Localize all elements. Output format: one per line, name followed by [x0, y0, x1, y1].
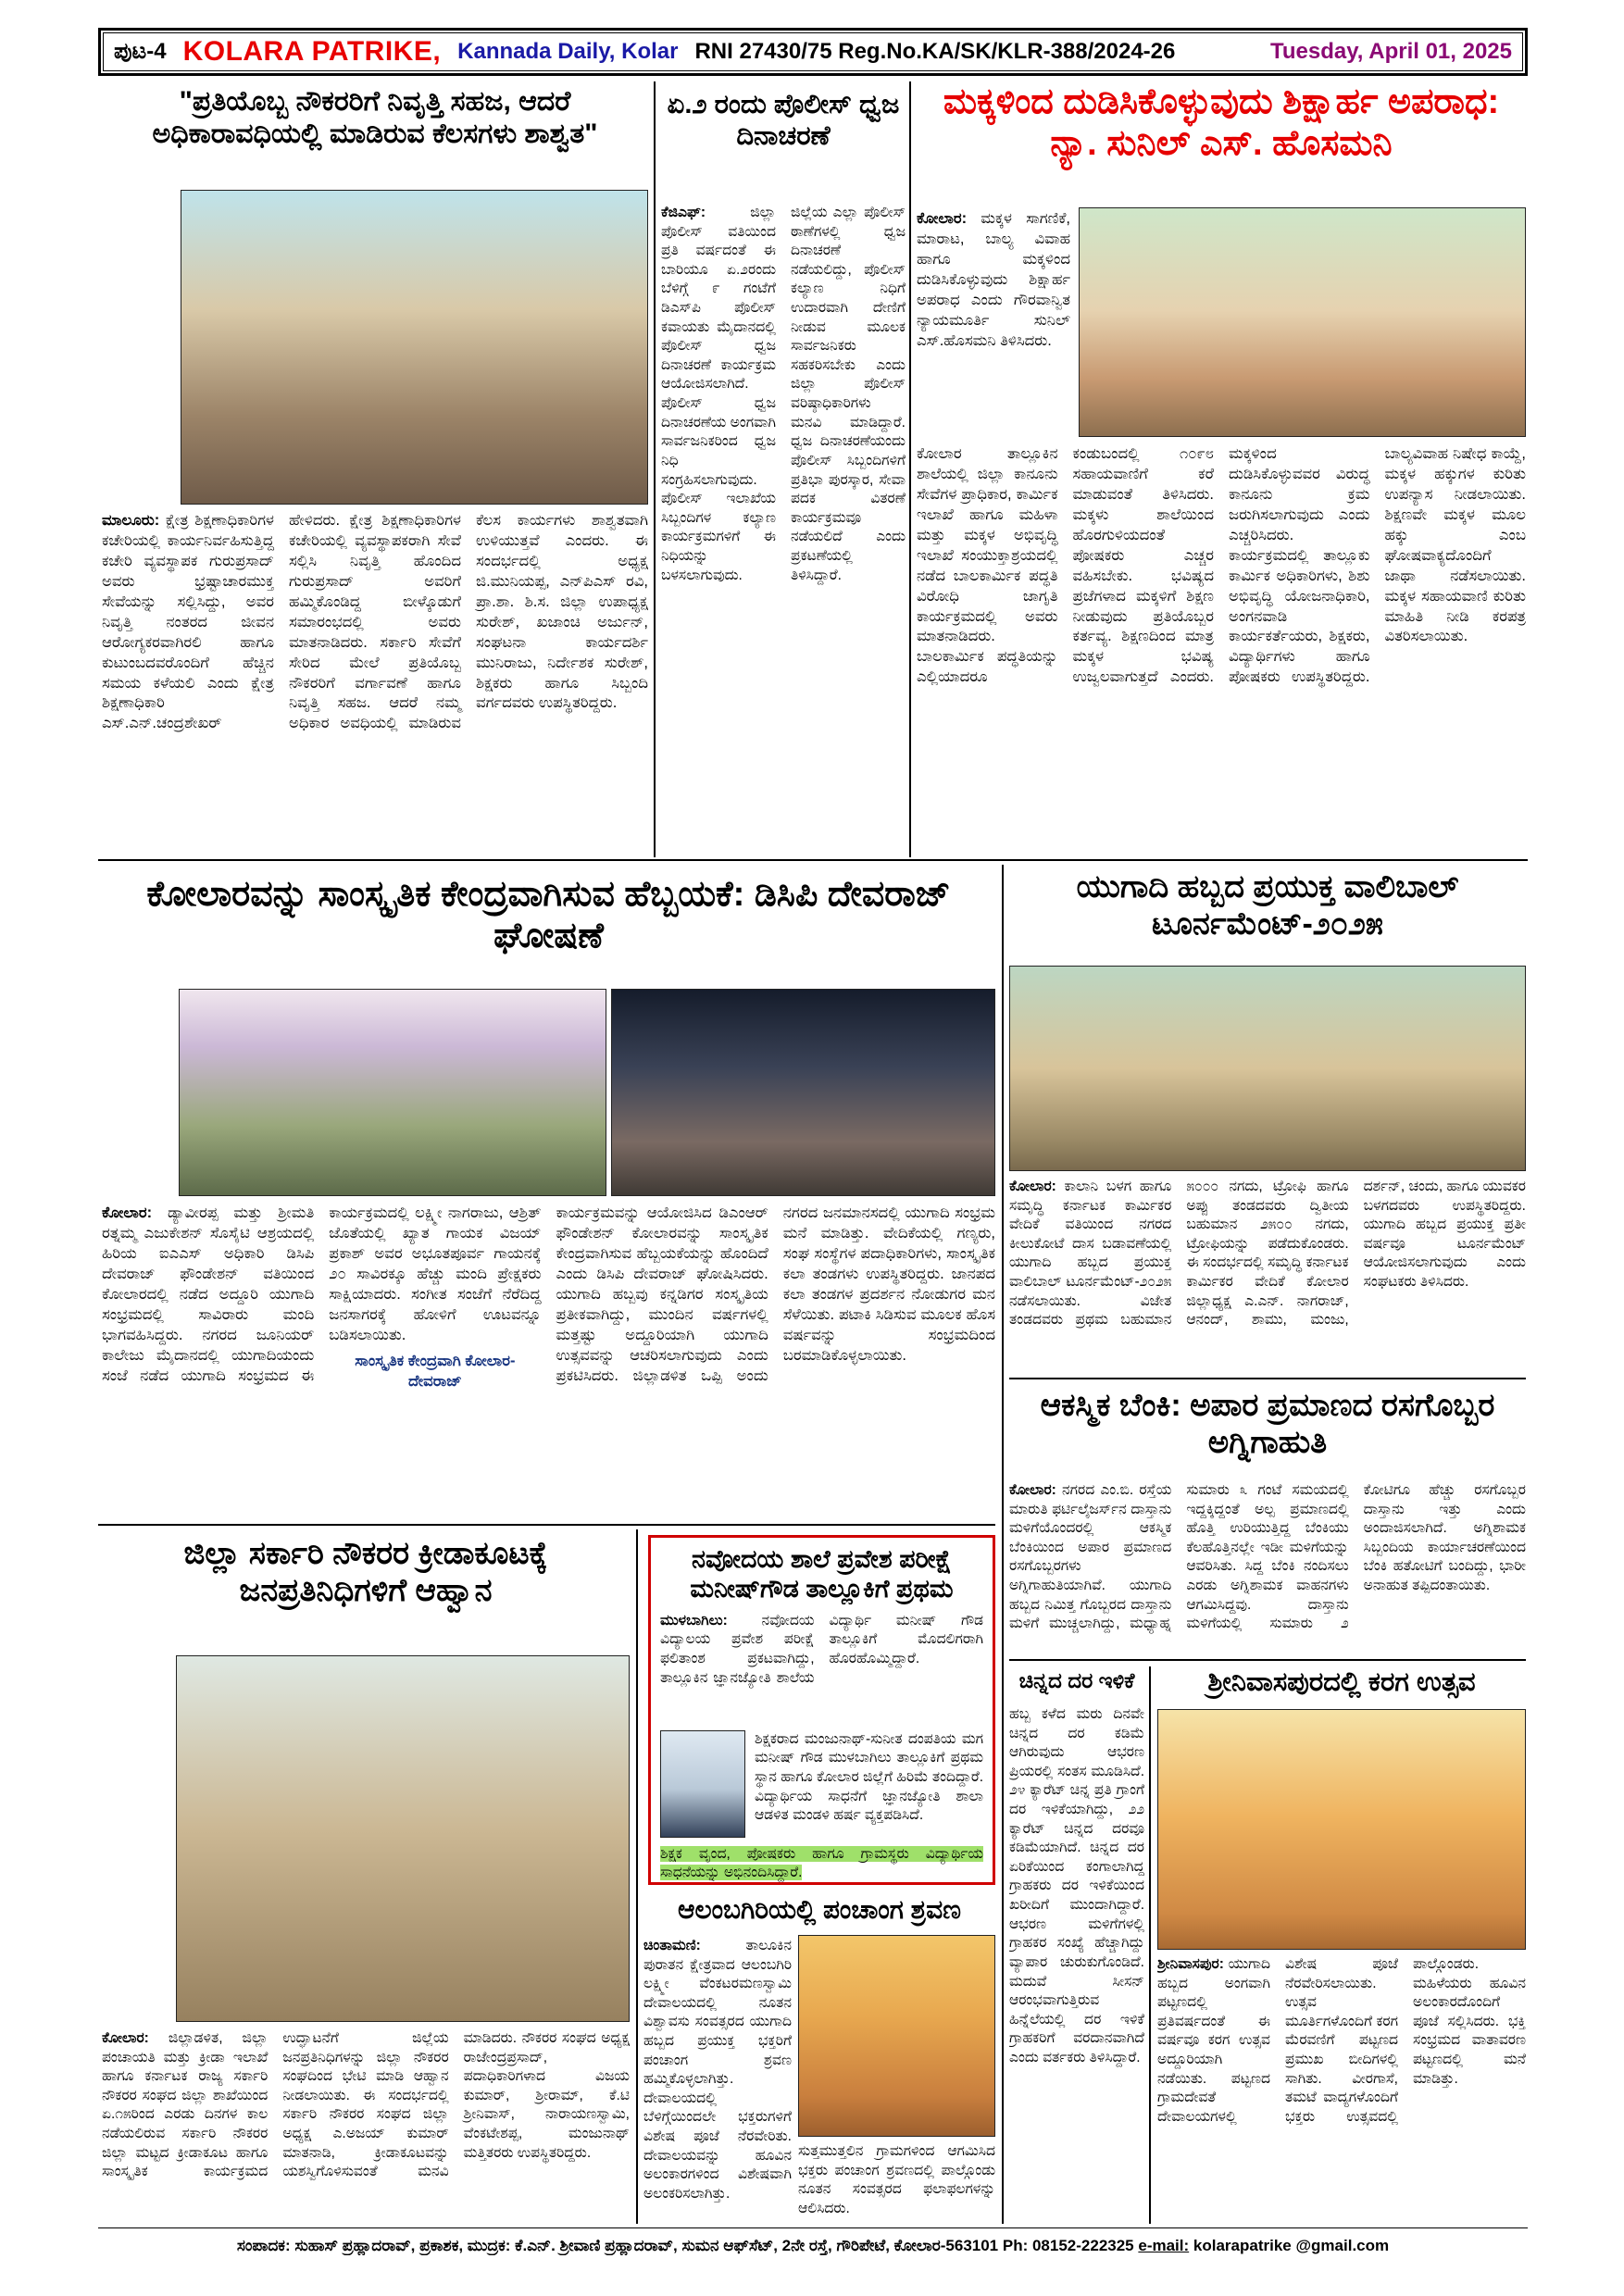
navodaya-headline: ನವೋದಯ ಶಾಲೆ ಪ್ರವೇಶ ಪರೀಕ್ಷೆ ಮನೀಷ್‌ಗೌಡ ತಾಲ್ಲೂಕಿಗೆ ಪ್ರಥಮ — [690, 1545, 954, 1603]
karaga-body: ಶ್ರೀನಿವಾಸಪುರ: ಯುಗಾದಿ ಹಬ್ಬದ ಅಂಗವಾಗಿ ಪಟ್ಟಣದಲ್ಲಿ ಪ್ರತಿವರ್ಷದಂತೆ ಈ ವರ್ಷವೂ ಕರಗ ಉತ್ಸವ ಅದ್ದೂರಿಯಾಗಿ ನಡೆಯಿತು. ಪಟ್ಟಣದ ಗ್ರಾಮದೇವತೆ ದೇವಾಲಯಗಳಲ್ಲಿ ವಿಶೇಷ ಪೂಜೆ ನೆರವೇರಿಸಲಾಯಿತು. ಉತ್ಸವ ಮೂರ್ತಿಗಳೊಂದಿಗೆ ಕರಗ ಮೆರವಣಿಗೆ ಪಟ್ಟಣದ ಪ್ರಮುಖ ಬೀದಿಗಳಲ್ಲಿ ಸಾಗಿತು. ವೀರಗಾಸೆ, ತಮಟೆ ವಾದ್ಯಗಳೊಂದಿಗೆ ಭಕ್ತರು ಉತ್ಸವದಲ್ಲಿ ಪಾಲ್ಗೊಂಡರು. ಮಹಿಳೆಯರು ಹೂವಿನ ಅಲಂಕಾರದೊಂದಿಗೆ ಪೂಜೆ ಸಲ್ಲಿಸಿದರು. ಭಕ್ತಿ ಸಂಭ್ರಮದ ವಾತಾವರಣ ಪಟ್ಟಣದಲ್ಲಿ ಮನೆ ಮಾಡಿತ್ತು. — [1157, 1956, 1526, 2125]
divider-vertical-4 — [1149, 1666, 1151, 2224]
volleyball-body: ಕೋಲಾರ: ಕಾಲಾನಿ ಬಳಗ ಹಾಗೂ ಸಮೃದ್ಧಿ ಕರ್ನಾಟಕ ಕಾರ್ಮಿಕರ ವೇದಿಕೆ ವತಿಯಿಂದ ನಗರದ ಕೀಲುಕೋಟೆ ದಾಸ ಬಡಾವಣೆಯಲ್ಲಿ ಯುಗಾದಿ ಹಬ್ಬದ ಪ್ರಯುಕ್ತ ವಾಲಿಬಾಲ್ ಟೂರ್ನಮೆಂಟ್-೨೦೨೫ ನಡೆಸಲಾಯಿತು. ವಿಜೇತ ತಂಡದವರು ಪ್ರಥಮ ಬಹುಮಾನ ೫೦೦೦ ನಗದು, ಟ್ರೋಫಿ ಹಾಗೂ ಅಪ್ಪು ತಂಡದವರು ದ್ವಿತೀಯ ಬಹುಮಾನ ೨೫೦೦ ನಗದು, ಟ್ರೋಫಿಯನ್ನು ಪಡೆದುಕೊಂಡರು. ಈ ಸಂದರ್ಭದಲ್ಲಿ ಸಮೃದ್ಧಿ ಕರ್ನಾಟಕ ಕಾರ್ಮಿಕರ ವೇದಿಕೆ ಕೋಲಾರ ಜಿಲ್ಲಾಧ್ಯಕ್ಷ ಎ.ಎನ್. ನಾಗರಾಜ್, ಆನಂದ್, ಶಾಮು, ಮಂಜು, ದರ್ಶನ್, ಚಂದು, ಹಾಗೂ ಯುವಕರ ಬಳಗದವರು ಉಪಸ್ಥಿತರಿದ್ದರು. ಯುಗಾದಿ ಹಬ್ಬದ ಪ್ರಯುಕ್ತ ಪ್ರತೀ ವರ್ಷವೂ ಟೂರ್ನಮೆಂಟ್ ಆಯೋಜಿಸಲಾಗುವುದು ಎಂದು ಸಂಘಟಕರು ತಿಳಿಸಿದರು. — [1009, 1179, 1526, 1329]
divider-horizontal-4 — [98, 1524, 995, 1526]
divider-vertical-2 — [909, 81, 911, 857]
retirement-dateline: ಮಾಲೂರು: — [102, 512, 160, 529]
divider-vertical-1 — [654, 81, 656, 857]
sportsmeet-headline: ಜಿಲ್ಲಾ ಸರ್ಕಾರಿ ನೌಕರರ ಕ್ರೀಡಾಕೂಟಕ್ಕೆ ಜನಪ್ರತಿನಿಧಿಗಳಿಗೆ ಆಹ್ವಾನ — [183, 1536, 548, 1609]
newspaper-tagline: Kannada Daily, Kolar — [457, 39, 679, 64]
retirement-group-photo — [181, 190, 648, 505]
cultural-subhead: ಸಾಂಸ್ಕೃತಿಕ ಕೇಂದ್ರವಾಗಿ ಕೋಲಾರ-ದೇವರಾಜ್ — [355, 1352, 516, 1390]
retirement-headline: "ಪ್ರತಿಯೊಬ್ಬ ನೌಕರರಿಗೆ ನಿವೃತ್ತಿ ಸಹಜ, ಆದರೆ ಅಧಿಕಾರಾವಧಿಯಲ್ಲಿ ಮಾಡಿರುವ ಕೆಲಸಗಳು ಶಾಶ್ವತ" — [152, 86, 598, 150]
sportsmeet-dateline: ಕೋಲಾರ: — [102, 2030, 149, 2046]
goldrate-headline: ಚಿನ್ನದ ದರ ಇಳಿಕೆ — [1018, 1668, 1135, 1692]
panchanga-headline: ಆಲಂಬಗಿರಿಯಲ್ಲಿ ಪಂಚಾಂಗ ಶ್ರವಣ — [677, 1895, 962, 1924]
cultural-dateline: ಕೋಲಾರ: — [102, 1204, 153, 1221]
page-number-label: ಪುಟ-4 — [114, 39, 167, 64]
fire-headline: ಆಕಸ್ಮಿಕ ಬೆಂಕಿ: ಅಪಾರ ಪ್ರಮಾಣದ ರಸಗೊಬ್ಬರ ಅಗ್ನಿಗಾಹುತಿ — [1040, 1388, 1495, 1461]
karaga-headline: ಶ್ರೀನಿವಾಸಪುರದಲ್ಲಿ ಕರಗ ಉತ್ಸವ — [1207, 1667, 1476, 1697]
email-address: kolarapatrike @gmail.com — [1193, 2237, 1390, 2254]
panchanga-body2: ಸುತ್ತಮುತ್ತಲಿನ ಗ್ರಾಮಗಳಿಂದ ಆಗಮಿಸಿದ ಭಕ್ತರು ಪಂಚಾಂಗ ಶ್ರವಣದಲ್ಲಿ ಪಾಲ್ಗೊಂಡು ನೂತನ ಸಂವತ್ಸರದ ಫಲಾಫಲಗಳನ್ನು ಆಲಿಸಿದರು. — [798, 2143, 995, 2216]
karaga-dateline: ಶ್ರೀನಿವಾಸಪುರ: — [1157, 1956, 1224, 1972]
navodaya-box — [648, 1535, 995, 1885]
fire-body: ಕೋಲಾರ: ನಗರದ ಎಂ.ಬಿ. ರಸ್ತೆಯ ಮಾರುತಿ ಫರ್ಟಿಲೈಜರ್ಸ್‌ನ ದಾಸ್ತಾನು ಮಳಿಗೆಯೊಂದರಲ್ಲಿ ಆಕಸ್ಮಿಕ ಬೆಂಕಿಯಿಂದ ಅಪಾರ ಪ್ರಮಾಣದ ರಸಗೊಬ್ಬರಗಳು ಅಗ್ನಿಗಾಹುತಿಯಾಗಿವೆ. ಯುಗಾದಿ ಹಬ್ಬದ ನಿಮಿತ್ತ ಗೊಬ್ಬರದ ದಾಸ್ತಾನು ಮಳಿಗೆ ಮುಚ್ಚಲಾಗಿದ್ದು, ಮಧ್ಯಾಹ್ನ ಸುಮಾರು ೩ ಗಂಟೆ ಸಮಯದಲ್ಲಿ ಇದ್ದಕ್ಕಿದ್ದಂತೆ ಅಲ್ಪ ಪ್ರಮಾಣದಲ್ಲಿ ಹೊತ್ತಿ ಉರಿಯುತ್ತಿದ್ದ ಬೆಂಕಿಯು ಕೆಲಹೊತ್ತಿನಲ್ಲೇ ಇಡೀ ಮಳಿಗೆಯನ್ನು ಆವರಿಸಿತು. ಸಿದ್ದ ಬೆಂಕಿ ನಂದಿಸಲು ಎರಡು ಅಗ್ನಿಶಾಮಕ ವಾಹನಗಳು ಆಗಮಿಸಿದ್ದವು. ದಾಸ್ತಾನು ಮಳಿಗೆಯಲ್ಲಿ ಸುಮಾರು ೨ ಕೋಟಿಗೂ ಹೆಚ್ಚು ರಸಗೊಬ್ಬರ ದಾಸ್ತಾನು ಇತ್ತು ಎಂದು ಅಂದಾಜಿಸಲಾಗಿದೆ. ಅಗ್ನಿಶಾಮಕ ಸಿಬ್ಬಂದಿಯ ಕಾರ್ಯಾಚರಣೆಯಿಂದ ಬೆಂಕಿ ಹತೋಟಿಗೆ ಬಂದಿದ್ದು, ಭಾರೀ ಅನಾಹುತ ತಪ್ಪಿದಂತಾಯಿತು. — [1009, 1482, 1526, 1632]
divider-horizontal-3 — [1009, 1659, 1526, 1661]
karaga-temple-photo — [1157, 1709, 1526, 1950]
childlabour-intro: ಕೋಲಾರ: ಮಕ್ಕಳ ಸಾಗಣಿಕೆ, ಮಾರಾಟ, ಬಾಲ್ಯ ವಿವಾಹ ಹಾಗೂ ಮಕ್ಕಳಿಂದ ದುಡಿಸಿಕೊಳ್ಳುವುದು ಶಿಕ್ಷಾರ್ಹ ಅಪರಾಧ ಎಂದು ಗೌರವಾನ್ವಿತ ನ್ಯಾಯಮೂರ್ತಿ ಸುನಿಲ್ ಎಸ್.ಹೊಸಮನಿ ತಿಳಿಸಿದರು. — [917, 210, 1070, 349]
sportsmeet-invitation-photo — [176, 1655, 630, 2022]
divider-horizontal-1 — [98, 859, 1528, 861]
navodaya-intro: ಮುಳಬಾಗಿಲು: ನವೋದಯ ವಿದ್ಯಾಲಯ ಪ್ರವೇಶ ಪರೀಕ್ಷೆ ಫಲಿತಾಂಶ ಪ್ರಕಟವಾಗಿದ್ದು, ತಾಲ್ಲೂಕಿನ ಜ್ಞಾನಜ್ಯೋತಿ ಶಾಲೆಯ ವಿದ್ಯಾರ್ಥಿ ಮನೀಷ್ ಗೌಡ ತಾಲ್ಲೂಕಿಗೆ ಮೊದಲಿಗರಾಗಿ ಹೊರಹೊಮ್ಮಿದ್ದಾರೆ. — [660, 1612, 983, 1686]
goldrate-body: ಹಬ್ಬ ಕಳೆದ ಮರು ದಿನವೇ ಚಿನ್ನದ ದರ ಕಡಿಮೆ ಆಗಿರುವುದು ಆಭರಣ ಪ್ರಿಯರಲ್ಲಿ ಸಂತಸ ಮೂಡಿಸಿದೆ. ೨೪ ಕ್ಯಾರೆಟ್ ಚಿನ್ನ ಪ್ರತಿ ಗ್ರಾಂಗೆ ದರ ಇಳಿಕೆಯಾಗಿದ್ದು, ೨೨ ಕ್ಯಾರೆಟ್ ಚಿನ್ನದ ದರವೂ ಕಡಿಮೆಯಾಗಿದೆ. ಚಿನ್ನದ ದರ ಏರಿಕೆಯಿಂದ ಕಂಗಾಲಾಗಿದ್ದ ಗ್ರಾಹಕರು ದರ ಇಳಿಕೆಯಿಂದ ಖರೀದಿಗೆ ಮುಂದಾಗಿದ್ದಾರೆ. ಆಭರಣ ಮಳಿಗೆಗಳಲ್ಲಿ ಗ್ರಾಹಕರ ಸಂಖ್ಯೆ ಹೆಚ್ಚಾಗಿದ್ದು ವ್ಯಾಪಾರ ಚುರುಕುಗೊಂಡಿದೆ. ಮದುವೆ ಸೀಸನ್ ಆರಂಭವಾಗುತ್ತಿರುವ ಹಿನ್ನೆಲೆಯಲ್ಲಿ ದರ ಇಳಿಕೆ ಗ್ರಾಹಕರಿಗೆ ವರದಾನವಾಗಿದೆ ಎಂದು ವರ್ತಕರು ತಿಳಿಸಿದ್ದಾರೆ. — [1009, 1706, 1144, 2065]
cultural-crowd-photo — [611, 989, 995, 1196]
fire-dateline: ಕೋಲಾರ: — [1009, 1482, 1056, 1498]
panchanga-dateline: ಚಿಂತಾಮಣಿ: — [643, 1938, 701, 1953]
footer-rule — [98, 2227, 1528, 2228]
flagday-dateline: ಕೆಜಿಎಫ್: — [661, 205, 706, 220]
volleyball-headline: ಯುಗಾದಿ ಹಬ್ಬದ ಪ್ರಯುಕ್ತ ವಾಲಿಬಾಲ್ ಟೂರ್ನಮೆಂಟ್-೨೦೨೫ — [1076, 869, 1459, 942]
panchanga-temple-photo — [798, 1935, 995, 2137]
cultural-headline: ಕೋಲಾರವನ್ನು ಸಾಂಸ್ಕೃತಿಕ ಕೇಂದ್ರವಾಗಿಸುವ ಹೆಬ್ಬಯಕೆ: ಡಿಸಿಪಿ ದೇವರಾಜ್ ಘೋಷಣೆ — [146, 875, 951, 955]
volleyball-dateline: ಕೋಲಾರ: — [1009, 1179, 1056, 1194]
issue-date: Tuesday, April 01, 2025 — [1269, 39, 1512, 64]
navodaya-highlight-text: ಶಿಕ್ಷಕ ವೃಂದ, ಪೋಷಕರು ಹಾಗೂ ಗ್ರಾಮಸ್ಥರು ವಿದ್ಯಾರ್ಥಿಯ ಸಾಧನೆಯನ್ನು ಅಭಿನಂದಿಸಿದ್ದಾರೆ. — [660, 1845, 983, 1881]
rni-registration: RNI 27430/75 Reg.No.KA/SK/KLR-388/2024-26 — [694, 39, 1176, 64]
flagday-headline: ಏ.೨ ರಂದು ಪೊಲೀಸ್ ಧ್ವಜ ದಿನಾಚರಣೆ — [667, 90, 900, 152]
retirement-body: ಮಾಲೂರು: ಕ್ಷೇತ್ರ ಶಿಕ್ಷಣಾಧಿಕಾರಿಗಳ ಕಚೇರಿಯಲ್ಲಿ ಕಾರ್ಯನಿರ್ವಹಿಸುತ್ತಿದ್ದ ಕಚೇರಿ ವ್ಯವಸ್ಥಾಪಕ ಗುರುಪ್ರಸಾದ್ ಅವರು ಭ್ರಷ್ಟಾಚಾರಮುಕ್ತ ಸೇವೆಯನ್ನು ಸಲ್ಲಿಸಿದ್ದು, ಅವರ ನಿವೃತ್ತಿ ನಂತರದ ಜೀವನ ಆರೋಗ್ಯಕರವಾಗಿರಲಿ ಹಾಗೂ ಕುಟುಂಬದವರೊಂದಿಗೆ ಹೆಚ್ಚಿನ ಸಮಯ ಕಳೆಯಲಿ ಎಂದು ಕ್ಷೇತ್ರ ಶಿಕ್ಷಣಾಧಿಕಾರಿ ಎಸ್.ಎನ್.ಚಂದ್ರಶೇಖರ್ ಹೇಳಿದರು. ಕ್ಷೇತ್ರ ಶಿಕ್ಷಣಾಧಿಕಾರಿಗಳ ಕಚೇರಿಯಲ್ಲಿ ವ್ಯವಸ್ಥಾಪಕರಾಗಿ ಸೇವೆ ಸಲ್ಲಿಸಿ ನಿವೃತ್ತಿ ಹೊಂದಿದ ಗುರುಪ್ರಸಾದ್ ಅವರಿಗೆ ಹಮ್ಮಿಕೊಂಡಿದ್ದ ಬೀಳ್ಕೊಡುಗೆ ಸಮಾರಂಭದಲ್ಲಿ ಅವರು ಮಾತನಾಡಿದರು. ಸರ್ಕಾರಿ ಸೇವೆಗೆ ಸೇರಿದ ಮೇಲೆ ಪ್ರತಿಯೊಬ್ಬ ನೌಕರರಿಗೆ ವರ್ಗಾವಣೆ ಹಾಗೂ ನಿವೃತ್ತಿ ಸಹಜ. ಆದರೆ ನಮ್ಮ ಅಧಿಕಾರ ಅವಧಿಯಲ್ಲಿ ಮಾಡಿರುವ ಕೆಲಸ ಕಾರ್ಯಗಳು ಶಾಶ್ವತವಾಗಿ ಉಳಿಯುತ್ತವೆ ಎಂದರು. ಈ ಸಂದರ್ಭದಲ್ಲಿ ಅಧ್ಯಕ್ಷ ಜಿ.ಮುನಿಯಪ್ಪ, ಎನ್‌ಪಿಎಸ್ ರವಿ, ಪ್ರಾ.ಶಾ. ಶಿ.ಸ. ಜಿಲ್ಲಾ ಉಪಾಧ್ಯಕ್ಷ ಸುರೇಶ್, ಖಜಾಂಚಿ ಅರ್ಜುನ್, ಸಂಘಟನಾ ಕಾರ್ಯದರ್ಶಿ ಮುನಿರಾಜು, ನಿರ್ದೇಶಕ ಸುರೇಶ್, ಶಿಕ್ಷಕರು ಹಾಗೂ ಸಿಬ್ಬಂದಿ ವರ್ಗದವರು ಉಪಸ್ಥಿತರಿದ್ದರು. — [102, 512, 648, 732]
divider-vertical-3 — [1002, 865, 1004, 2224]
cultural-body: ಕೋಲಾರ: ಡ್ಯಾವೀರಪ್ಪ ಮತ್ತು ಶ್ರೀಮತಿ ರತ್ನಮ್ಮ ಎಜುಕೇಶನ್ ಸೊಸೈಟಿ ಆಶ್ರಯದಲ್ಲಿ ಹಿರಿಯ ಐಎಎಸ್ ಅಧಿಕಾರಿ ಡಿಸಿಪಿ ದೇವರಾಜ್ ಫೌಂಡೇಶನ್ ವತಿಯಿಂದ ಕೋಲಾರದಲ್ಲಿ ನಡೆದ ಅದ್ದೂರಿ ಯುಗಾದಿ ಸಂಭ್ರಮದಲ್ಲಿ ಸಾವಿರಾರು ಮಂದಿ ಭಾಗವಹಿಸಿದ್ದರು. ನಗರದ ಜೂನಿಯರ್ ಕಾಲೇಜು ಮೈದಾನದಲ್ಲಿ ಯುಗಾದಿಯಂದು ಸಂಜೆ ನಡೆದ ಯುಗಾದಿ ಸಂಭ್ರಮದ ಈ ಕಾರ್ಯಕ್ರಮದಲ್ಲಿ ಲಕ್ಷ್ಮೀ ನಾಗರಾಜು, ಆಶ್ರಿತ್ ಜೊತೆಯಲ್ಲಿ ಖ್ಯಾತ ಗಾಯಕ ವಿಜಯ್ ಪ್ರಕಾಶ್ ಅವರ ಅಭೂತಪೂರ್ವ ಗಾಯನಕ್ಕೆ ೨೦ ಸಾವಿರಕ್ಕೂ ಹೆಚ್ಚು ಮಂದಿ ಪ್ರೇಕ್ಷಕರು ಸಾಕ್ಷಿಯಾದರು. ಸಂಗೀತ ಸಂಜೆಗೆ ನೆರೆದಿದ್ದ ಜನಸಾಗರಕ್ಕೆ ಹೋಳಿಗೆ ಊಟವನ್ನೂ ಬಡಿಸಲಾಯಿತು. ಸಾಂಸ್ಕೃತಿಕ ಕೇಂದ್ರವಾಗಿ ಕೋಲಾರ-ದೇವರಾಜ್ ಕಾರ್ಯಕ್ರಮವನ್ನು ಆಯೋಜಿಸಿದ ಡಿಎಂಆರ್ ಫೌಂಡೇಶನ್ ಕೋಲಾರವನ್ನು ಸಾಂಸ್ಕೃತಿಕ ಕೇಂದ್ರವಾಗಿಸುವ ಹೆಬ್ಬಯಕೆಯನ್ನು ಹೊಂದಿದೆ ಎಂದು ಡಿಸಿಪಿ ದೇವರಾಜ್ ಘೋಷಿಸಿದರು. ಯುಗಾದಿ ಹಬ್ಬವು ಕನ್ನಡಿಗರ ಸಂಸ್ಕೃತಿಯ ಪ್ರತೀಕವಾಗಿದ್ದು, ಮುಂದಿನ ವರ್ಷಗಳಲ್ಲಿ ಮತ್ತಷ್ಟು ಅದ್ದೂರಿಯಾಗಿ ಯುಗಾದಿ ಉತ್ಸವವನ್ನು ಆಚರಿಸಲಾಗುವುದು ಎಂದು ಪ್ರಕಟಿಸಿದರು. ಜಿಲ್ಲಾಡಳಿತ ಒಪ್ಪಿ ಅಂದು ನಗರದ ಜನಮಾನಸದಲ್ಲಿ ಯುಗಾದಿ ಸಂಭ್ರಮ ಮನೆ ಮಾಡಿತ್ತು. ವೇದಿಕೆಯಲ್ಲಿ ಗಣ್ಯರು, ಸಂಘ ಸಂಸ್ಥೆಗಳ ಪದಾಧಿಕಾರಿಗಳು, ಸಾಂಸ್ಕೃತಿಕ ಕಲಾ ತಂಡಗಳು ಉಪಸ್ಥಿತರಿದ್ದರು. ಜಾನಪದ ಕಲಾ ತಂಡಗಳ ಪ್ರದರ್ಶನ ನೋಡುಗರ ಮನ ಸೆಳೆಯಿತು. ಪಟಾಕಿ ಸಿಡಿಸುವ ಮೂಲಕ ಹೊಸ ವರ್ಷವನ್ನು ಸಂಭ್ರಮದಿಂದ ಬರಮಾಡಿಕೊಳ್ಳಲಾಯಿತು. — [102, 1204, 995, 1516]
panchanga-body: ಚಿಂತಾಮಣಿ: ತಾಲೂಕಿನ ಪುರಾತನ ಕ್ಷೇತ್ರವಾದ ಆಲಂಬಗಿರಿ ಲಕ್ಷ್ಮೀ ವೆಂಕಟರಮಣಸ್ವಾಮಿ ದೇವಾಲಯದಲ್ಲಿ ನೂತನ ವಿಶ್ವಾವಸು ಸಂವತ್ಸರದ ಯುಗಾದಿ ಹಬ್ಬದ ಪ್ರಯುಕ್ತ ಭಕ್ತರಿಗೆ ಪಂಚಾಂಗ ಶ್ರವಣ ಹಮ್ಮಿಕೊಳ್ಳಲಾಗಿತ್ತು. ದೇವಾಲಯದಲ್ಲಿ ಬೆಳಿಗ್ಗೆಯಿಂದಲೇ ಭಕ್ತರುಗಳಿಗೆ ವಿಶೇಷ ಪೂಜೆ ನೆರವೇರಿತು. ದೇವಾಲಯವನ್ನು ಹೂವಿನ ಅಲಂಕಾರಗಳಿಂದ ವಿಶೇಷವಾಗಿ ಅಲಂಕರಿಸಲಾಗಿತ್ತು. — [643, 1938, 792, 2202]
masthead — [98, 28, 1528, 76]
divider-vertical-5 — [636, 1529, 638, 2224]
childlabour-dateline: ಕೋಲಾರ: — [917, 210, 968, 227]
newspaper-brand: KOLARA PATRIKE, — [182, 36, 442, 67]
navodaya-student-photo — [660, 1730, 745, 1838]
cultural-stage-photo — [179, 989, 606, 1196]
sportsmeet-body: ಕೋಲಾರ: ಜಿಲ್ಲಾಡಳಿತ, ಜಿಲ್ಲಾ ಪಂಚಾಯತಿ ಮತ್ತು ಕ್ರೀಡಾ ಇಲಾಖೆ ಹಾಗೂ ಕರ್ನಾಟಕ ರಾಜ್ಯ ಸರ್ಕಾರಿ ನೌಕರರ ಸಂಘದ ಜಿಲ್ಲಾ ಶಾಖೆಯಿಂದ ಏ.೧೫ರಿಂದ ಎರಡು ದಿನಗಳ ಕಾಲ ನಡೆಯಲಿರುವ ಸರ್ಕಾರಿ ನೌಕರರ ಜಿಲ್ಲಾ ಮಟ್ಟದ ಕ್ರೀಡಾಕೂಟ ಹಾಗೂ ಸಾಂಸ್ಕೃತಿಕ ಕಾರ್ಯಕ್ರಮದ ಉದ್ಘಾಟನೆಗೆ ಜಿಲ್ಲೆಯ ಜನಪ್ರತಿನಿಧಿಗಳನ್ನು ಜಿಲ್ಲಾ ನೌಕರರ ಸಂಘದಿಂದ ಭೇಟಿ ಮಾಡಿ ಆಹ್ವಾನ ನೀಡಲಾಯಿತು. ಈ ಸಂದರ್ಭದಲ್ಲಿ ಸರ್ಕಾರಿ ನೌಕರರ ಸಂಘದ ಜಿಲ್ಲಾ ಅಧ್ಯಕ್ಷ ಎ.ಅಜಯ್ ಕುಮಾರ್ ಮಾತನಾಡಿ, ಕ್ರೀಡಾಕೂಟವನ್ನು ಯಶಸ್ವಿಗೊಳಿಸುವಂತೆ ಮನವಿ ಮಾಡಿದರು. ನೌಕರರ ಸಂಘದ ಅಧ್ಯಕ್ಷ ರಾಜೇಂದ್ರಪ್ರಸಾದ್, ಪದಾಧಿಕಾರಿಗಳಾದ ವಿಜಯ ಕುಮಾರ್, ಶ್ರೀರಾಮ್, ಕೆ.ಟಿ ಶ್ರೀನಿವಾಸ್, ನಾರಾಯಣಸ್ವಾಮಿ, ವೆಂಕಟೇಶಪ್ಪ, ಮಂಜುನಾಥ್ ಮತ್ತಿತರರು ಉಪಸ್ಥಿತರಿದ್ದರು. — [102, 2030, 630, 2180]
divider-horizontal-2 — [1009, 1378, 1526, 1379]
flagday-body: ಕೆಜಿಎಫ್: ಜಿಲ್ಲಾ ಪೊಲೀಸ್ ವತಿಯಿಂದ ಪ್ರತಿ ವರ್ಷದಂತೆ ಈ ಬಾರಿಯೂ ಏ.೨ರಂದು ಬೆಳಿಗ್ಗೆ ೯ ಗಂಟೆಗೆ ಡಿಎಸ್‌ಪಿ ಪೊಲೀಸ್ ಕವಾಯತು ಮೈದಾನದಲ್ಲಿ ಪೊಲೀಸ್ ಧ್ವಜ ದಿನಾಚರಣೆ ಕಾರ್ಯಕ್ರಮ ಆಯೋಜಿಸಲಾಗಿದೆ. ಪೊಲೀಸ್ ಧ್ವಜ ದಿನಾಚರಣೆಯ ಅಂಗವಾಗಿ ಸಾರ್ವಜನಿಕರಿಂದ ಧ್ವಜ ನಿಧಿ ಸಂಗ್ರಹಿಸಲಾಗುವುದು. ಪೊಲೀಸ್ ಇಲಾಖೆಯ ಸಿಬ್ಬಂದಿಗಳ ಕಲ್ಯಾಣ ಕಾರ್ಯಕ್ರಮಗಳಿಗೆ ಈ ನಿಧಿಯನ್ನು ಬಳಸಲಾಗುವುದು. ಜಿಲ್ಲೆಯ ಎಲ್ಲಾ ಪೊಲೀಸ್ ಠಾಣೆಗಳಲ್ಲಿ ಧ್ವಜ ದಿನಾಚರಣೆ ನಡೆಯಲಿದ್ದು, ಪೊಲೀಸ್ ಕಲ್ಯಾಣ ನಿಧಿಗೆ ಉದಾರವಾಗಿ ದೇಣಿಗೆ ನೀಡುವ ಮೂಲಕ ಸಾರ್ವಜನಿಕರು ಸಹಕರಿಸಬೇಕು ಎಂದು ಜಿಲ್ಲಾ ಪೊಲೀಸ್ ವರಿಷ್ಠಾಧಿಕಾರಿಗಳು ಮನವಿ ಮಾಡಿದ್ದಾರೆ. ಧ್ವಜ ದಿನಾಚರಣೆಯಂದು ಪೊಲೀಸ್ ಸಿಬ್ಬಂದಿಗಳಿಗೆ ಪ್ರತಿಭಾ ಪುರಸ್ಕಾರ, ಸೇವಾ ಪದಕ ವಿತರಣೆ ಕಾರ್ಯಕ್ರಮವೂ ನಡೆಯಲಿದೆ ಎಂದು ಪ್ರಕಟಣೆಯಲ್ಲಿ ತಿಳಿಸಿದ್ದಾರೆ. — [661, 205, 906, 583]
childlabour-headline: ಮಕ್ಕಳಿಂದ ದುಡಿಸಿಕೊಳ್ಳುವುದು ಶಿಕ್ಷಾರ್ಹ ಅಪರಾಧ: ನ್ಯಾ. ಸುನಿಲ್ ಎಸ್. ಹೊಸಮನಿ — [943, 82, 1500, 163]
navodaya-body: ಶಿಕ್ಷಕರಾದ ಮಂಜುನಾಥ್-ಸುನೀತ ದಂಪತಿಯ ಮಗ ಮನೀಷ್ ಗೌಡ ಮುಳಬಾಗಿಲು ತಾಲ್ಲೂಕಿಗೆ ಪ್ರಥಮ ಸ್ಥಾನ ಹಾಗೂ ಕೋಲಾರ ಜಿಲ್ಲೆಗೆ ಹಿರಿಮೆ ತಂದಿದ್ದಾರೆ. ವಿದ್ಯಾರ್ಥಿಯ ಸಾಧನೆಗೆ ಜ್ಞಾನಜ್ಯೋತಿ ಶಾಲಾ ಆಡಳಿತ ಮಂಡಳಿ ಹರ್ಷ ವ್ಯಕ್ತಪಡಿಸಿದೆ. — [755, 1730, 983, 1824]
email-label: e-mail: — [1138, 2237, 1190, 2254]
footer: ಸಂಪಾದಕ: ಸುಹಾಸ್ ಪ್ರಹ್ಲಾದರಾವ್, ಪ್ರಕಾಶಕ, ಮುದ್ರಕ: ಕೆ.ಎನ್. ಶ್ರೀವಾಣಿ ಪ್ರಹ್ಲಾದರಾವ್, ಸುಮನ ಆಫ್‌ಸೆಟ್, 2ನೇ ರಸ್ತೆ, ಗೌರಿಪೇಟೆ, ಕೋಲಾರ-563101 Ph: 08152-222325 e-mail: kolarapatrike @gmail.com — [236, 2237, 1390, 2254]
childlabour-event-photo — [1079, 207, 1526, 437]
navodaya-dateline: ಮುಳಬಾಗಿಲು: — [660, 1612, 728, 1628]
childlabour-body: ಕೋಲಾರ ತಾಲ್ಲೂಕಿನ ಶಾಲೆಯಲ್ಲಿ ಜಿಲ್ಲಾ ಕಾನೂನು ಸೇವೆಗಳ ಪ್ರಾಧಿಕಾರ, ಕಾರ್ಮಿಕ ಇಲಾಖೆ ಹಾಗೂ ಮಹಿಳಾ ಮತ್ತು ಮಕ್ಕಳ ಅಭಿವೃದ್ಧಿ ಇಲಾಖೆ ಸಂಯುಕ್ತಾಶ್ರಯದಲ್ಲಿ ನಡೆದ ಬಾಲಕಾರ್ಮಿಕ ಪದ್ಧತಿ ವಿರೋಧಿ ಜಾಗೃತಿ ಕಾರ್ಯಕ್ರಮದಲ್ಲಿ ಅವರು ಮಾತನಾಡಿದರು. ಬಾಲಕಾರ್ಮಿಕ ಪದ್ಧತಿಯನ್ನು ಎಲ್ಲಿಯಾದರೂ ಕಂಡುಬಂದಲ್ಲಿ ೧೦೯೮ ಸಹಾಯವಾಣಿಗೆ ಕರೆ ಮಾಡುವಂತೆ ತಿಳಿಸಿದರು. ಮಕ್ಕಳು ಶಾಲೆಯಿಂದ ಹೊರಗುಳಿಯದಂತೆ ಪೋಷಕರು ಎಚ್ಚರ ವಹಿಸಬೇಕು. ಭವಿಷ್ಯದ ಪ್ರಜೆಗಳಾದ ಮಕ್ಕಳಿಗೆ ಶಿಕ್ಷಣ ನೀಡುವುದು ಪ್ರತಿಯೊಬ್ಬರ ಕರ್ತವ್ಯ. ಶಿಕ್ಷಣದಿಂದ ಮಾತ್ರ ಮಕ್ಕಳ ಭವಿಷ್ಯ ಉಜ್ವಲವಾಗುತ್ತದೆ ಎಂದರು. ಮಕ್ಕಳಿಂದ ದುಡಿಸಿಕೊಳ್ಳುವವರ ವಿರುದ್ಧ ಕಾನೂನು ಕ್ರಮ ಜರುಗಿಸಲಾಗುವುದು ಎಂದು ಎಚ್ಚರಿಸಿದರು. ಕಾರ್ಯಕ್ರಮದಲ್ಲಿ ತಾಲ್ಲೂಕು ಕಾರ್ಮಿಕ ಅಧಿಕಾರಿಗಳು, ಶಿಶು ಅಭಿವೃದ್ಧಿ ಯೋಜನಾಧಿಕಾರಿ, ಅಂಗನವಾಡಿ ಕಾರ್ಯಕರ್ತೆಯರು, ಶಿಕ್ಷಕರು, ವಿದ್ಯಾರ್ಥಿಗಳು ಹಾಗೂ ಪೋಷಕರು ಉಪಸ್ಥಿತರಿದ್ದರು. ಬಾಲ್ಯವಿವಾಹ ನಿಷೇಧ ಕಾಯ್ದೆ, ಮಕ್ಕಳ ಹಕ್ಕುಗಳ ಕುರಿತು ಉಪನ್ಯಾಸ ನೀಡಲಾಯಿತು. ಶಿಕ್ಷಣವೇ ಮಕ್ಕಳ ಮೂಲ ಹಕ್ಕು ಎಂಬ ಘೋಷವಾಕ್ಯದೊಂದಿಗೆ ಜಾಥಾ ನಡೆಸಲಾಯಿತು. ಮಕ್ಕಳ ಸಹಾಯವಾಣಿ ಕುರಿತು ಮಾಹಿತಿ ನೀಡಿ ಕರಪತ್ರ ವಿತರಿಸಲಾಯಿತು. — [917, 445, 1526, 686]
volleyball-team-photo — [1009, 966, 1526, 1171]
